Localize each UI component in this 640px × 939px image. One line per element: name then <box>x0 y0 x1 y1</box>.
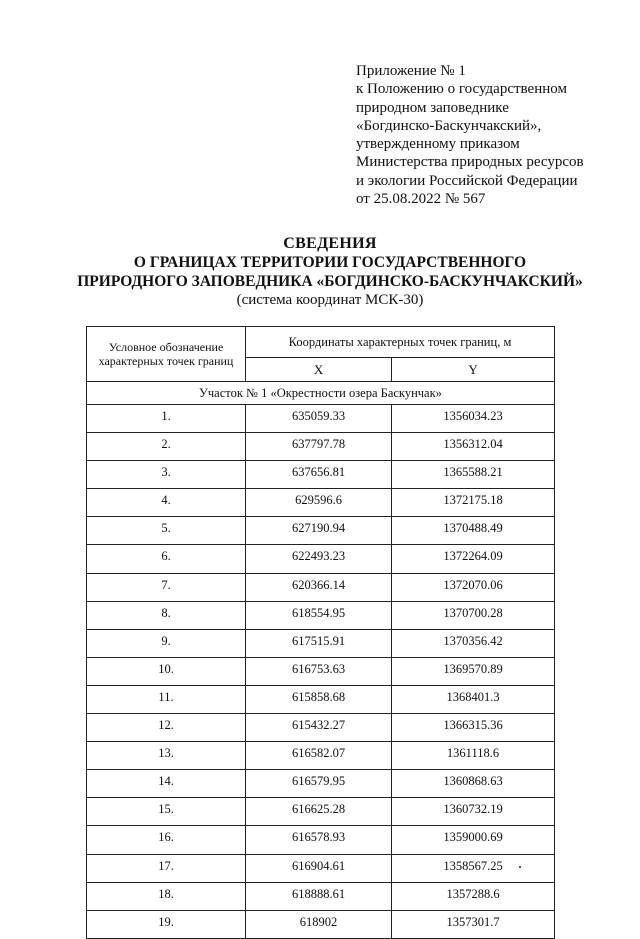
table-row <box>87 489 555 517</box>
x-coordinate: 629596.6 <box>246 489 392 517</box>
x-coordinate: 618888.61 <box>246 882 392 910</box>
x-coordinate: 616582.07 <box>246 742 392 770</box>
point-number: 10. <box>87 657 246 685</box>
y-coordinate: 1358567.25 <box>392 854 555 882</box>
point-number: 1. <box>87 405 246 433</box>
y-coordinate: 1370700.28 <box>392 601 555 629</box>
y-coordinate: 1372070.06 <box>392 573 555 601</box>
x-coordinate: 620366.14 <box>246 573 392 601</box>
table-row <box>87 405 555 433</box>
table-row <box>87 461 555 489</box>
x-coordinate: 616753.63 <box>246 657 392 685</box>
table-row <box>87 517 555 545</box>
point-number: 19. <box>87 910 246 938</box>
table-row <box>87 573 555 601</box>
section-label: Участок № 1 «Окрестности озера Баскунчак» <box>87 382 555 405</box>
appendix-line: природном заповеднике <box>356 99 509 116</box>
x-coordinate: 616578.93 <box>246 826 392 854</box>
x-coordinate: 617515.91 <box>246 629 392 657</box>
point-number: 18. <box>87 882 246 910</box>
table-row <box>87 826 555 854</box>
point-number: 7. <box>87 573 246 601</box>
point-number: 8. <box>87 601 246 629</box>
table-row <box>87 601 555 629</box>
appendix-line: к Положению о государственном <box>356 81 567 98</box>
y-coordinate: 1368401.3 <box>392 685 555 713</box>
point-number: 3. <box>87 461 246 489</box>
table-row <box>87 798 555 826</box>
point-number: 9. <box>87 629 246 657</box>
appendix-line: утвержденному приказом <box>356 136 520 153</box>
y-coordinate: 1357288.6 <box>392 882 555 910</box>
y-coordinate: 1370488.49 <box>392 517 555 545</box>
document-title: СВЕДЕНИЯ <box>283 235 377 252</box>
y-coordinate: 1356312.04 <box>392 433 555 461</box>
x-coordinate: 615432.27 <box>246 714 392 742</box>
point-number: 11. <box>87 685 246 713</box>
x-coordinate: 622493.23 <box>246 545 392 573</box>
point-number: 17. <box>87 854 246 882</box>
point-number: 14. <box>87 770 246 798</box>
y-header: Y <box>392 358 555 382</box>
y-coordinate: 1372175.18 <box>392 489 555 517</box>
y-coordinate: 1369570.89 <box>392 657 555 685</box>
point-number: 4. <box>87 489 246 517</box>
x-coordinate: 637797.78 <box>246 433 392 461</box>
table-row <box>87 545 555 573</box>
table-row <box>87 657 555 685</box>
appendix-line: и экологии Российской Федерации <box>356 172 578 189</box>
table-row <box>87 629 555 657</box>
y-coordinate: 1357301.7 <box>392 910 555 938</box>
table-row <box>87 910 555 938</box>
y-coordinate: 1359000.69 <box>392 826 555 854</box>
y-coordinate: 1360868.63 <box>392 770 555 798</box>
point-number: 2. <box>87 433 246 461</box>
x-coordinate: 616579.95 <box>246 770 392 798</box>
x-coordinate: 627190.94 <box>246 517 392 545</box>
x-coordinate: 637656.81 <box>246 461 392 489</box>
coordinates-header: Координаты характерных точек границ, м <box>246 327 555 358</box>
point-number: 13. <box>87 742 246 770</box>
table-row <box>87 742 555 770</box>
table-row <box>87 433 555 461</box>
table-row <box>87 770 555 798</box>
table-row <box>87 714 555 742</box>
y-coordinate: 1365588.21 <box>392 461 555 489</box>
table-row <box>87 685 555 713</box>
y-coordinate: 1366315.36 <box>392 714 555 742</box>
y-coordinate: 1361118.6 <box>392 742 555 770</box>
point-number: 15. <box>87 798 246 826</box>
appendix-line: Министерства природных ресурсов <box>356 154 584 171</box>
appendix-line: Приложение № 1 <box>356 63 466 79</box>
x-coordinate: 618554.95 <box>246 601 392 629</box>
x-coordinate: 618902 <box>246 910 392 938</box>
x-coordinate: 616625.28 <box>246 798 392 826</box>
table-row <box>87 882 555 910</box>
point-number: 6. <box>87 545 246 573</box>
point-number: 5. <box>87 517 246 545</box>
x-header: X <box>246 358 392 382</box>
y-coordinate: 1372264.09 <box>392 545 555 573</box>
appendix-reference <box>356 62 584 208</box>
boundary-points-table <box>86 326 555 939</box>
document-subtitle-line1: О ГРАНИЦАХ ТЕРРИТОРИИ ГОСУДАРСТВЕННОГО <box>133 254 527 271</box>
y-coordinate: 1360732.19 <box>392 798 555 826</box>
point-number: 12. <box>87 714 246 742</box>
appendix-line: от 25.08.2022 № 567 <box>356 191 486 208</box>
table-row <box>87 854 555 882</box>
scan-dot <box>519 866 521 868</box>
x-coordinate: 615858.68 <box>246 685 392 713</box>
document-heading <box>60 234 600 309</box>
x-coordinate: 635059.33 <box>246 405 392 433</box>
document-subtitle-line2: ПРИРОДНОГО ЗАПОВЕДНИКА «БОГДИНСКО-БАСКУНЧАКСКИЙ» <box>77 273 583 290</box>
appendix-line: «Богдинско-Баскунчакский», <box>356 117 542 134</box>
x-coordinate: 616904.61 <box>246 854 392 882</box>
y-coordinate: 1356034.23 <box>392 405 555 433</box>
point-label-header: Условное обозначение характерных точек границ <box>87 327 246 382</box>
coordinate-system-note: (система координат МСК-30) <box>236 292 424 308</box>
y-coordinate: 1370356.42 <box>392 629 555 657</box>
point-number: 16. <box>87 826 246 854</box>
